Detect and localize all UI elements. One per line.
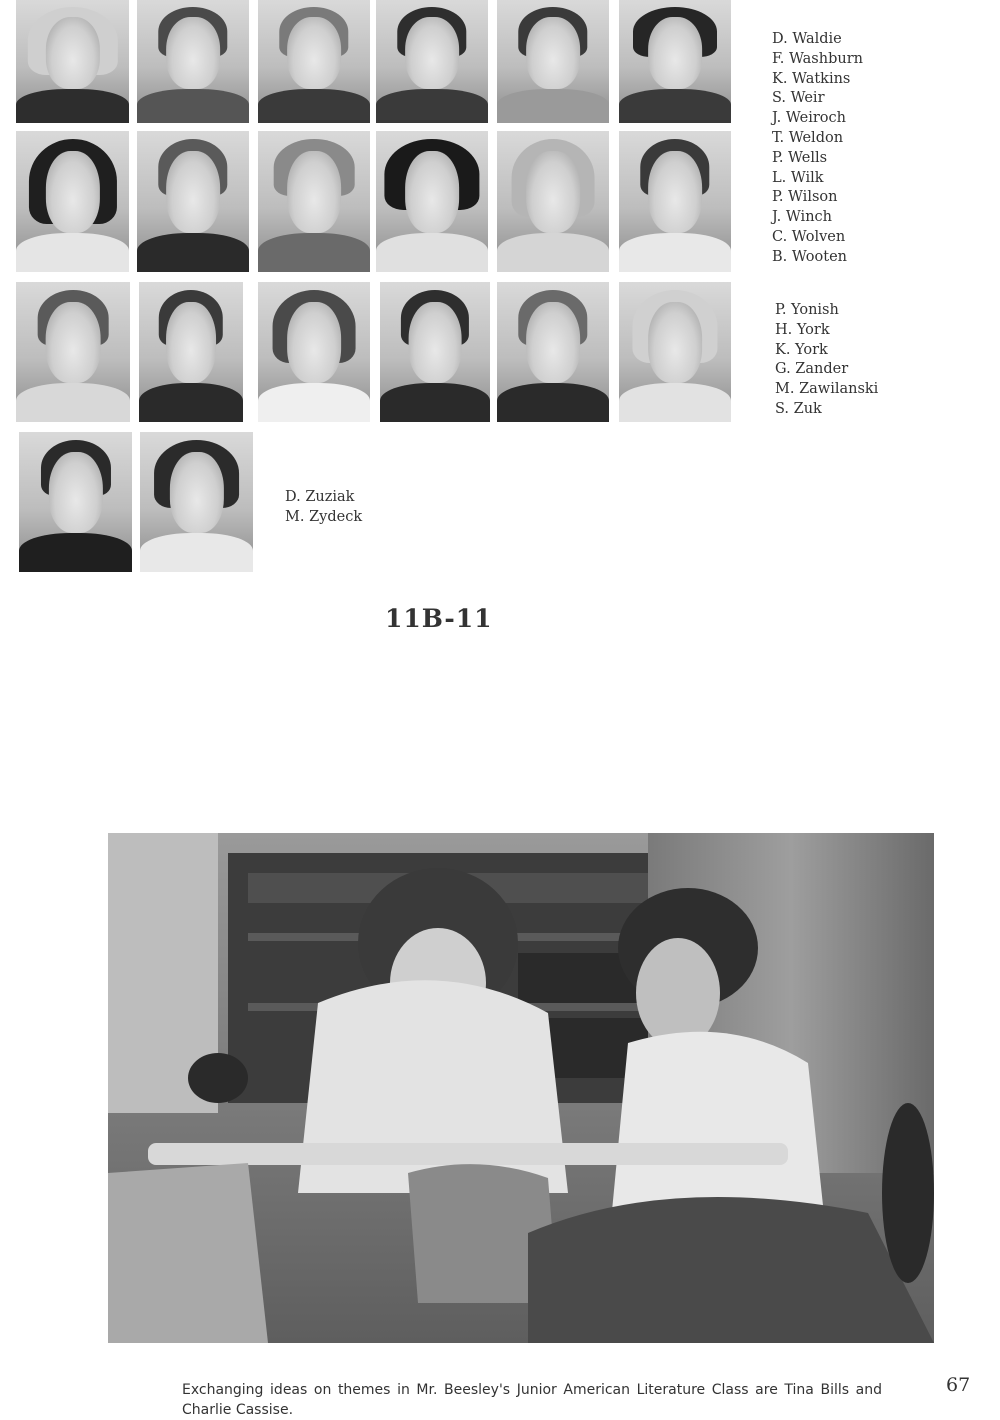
student-name: D. Waldie [772, 31, 842, 47]
student-name: G. Zander [775, 361, 849, 378]
student-portrait [16, 131, 129, 272]
student-portrait [137, 0, 249, 123]
student-name: M. Zawilanski [775, 381, 879, 398]
photo-caption: Exchanging ideas on themes in Mr. Beesley's Junior American Literature Class are Tina Bills and Charlie Cassise. [182, 1382, 882, 1418]
student-portrait [497, 131, 609, 272]
student-name: B. Wooten [772, 248, 847, 265]
student-name: K. York [775, 341, 828, 358]
classroom-photo-illustration [108, 833, 934, 1343]
student-portrait [619, 0, 731, 123]
section-heading: 11B-11 [385, 604, 493, 633]
student-name: J. Winch [772, 209, 832, 226]
student-portrait [497, 0, 609, 123]
student-name: P. Wells [772, 149, 828, 166]
student-name: L. Wilk [772, 169, 824, 186]
student-portrait [16, 0, 129, 123]
student-portrait [258, 0, 370, 123]
student-portrait [619, 131, 731, 272]
student-portrait [376, 131, 488, 272]
student-name: T. Weldon [772, 129, 844, 146]
student-name: H. York [775, 321, 830, 338]
student-portrait [139, 282, 243, 422]
name-list-group1 [772, 30, 863, 268]
student-portrait [140, 432, 253, 572]
student-name: F. Washburn [772, 50, 863, 67]
name-list-group3 [285, 488, 362, 528]
student-portrait [380, 282, 490, 422]
student-name: S. Zuk [775, 400, 822, 417]
page-number: 67 [946, 1374, 971, 1396]
student-portrait [16, 282, 130, 422]
student-name: J. Weiroch [772, 110, 846, 127]
student-portrait [19, 432, 132, 572]
name-list-group2 [775, 301, 878, 420]
student-name: P. Yonish [775, 302, 839, 318]
classroom-photo [108, 833, 934, 1343]
student-portrait [376, 0, 488, 123]
student-name: K. Watkins [772, 70, 851, 87]
student-name: C. Wolven [772, 228, 846, 245]
student-name: D. Zuziak [285, 489, 355, 505]
student-portrait [137, 131, 249, 272]
student-portrait [497, 282, 609, 422]
student-name: S. Weir [772, 90, 825, 107]
student-portrait [619, 282, 731, 422]
student-portrait [258, 282, 370, 422]
student-name: M. Zydeck [285, 508, 363, 525]
student-name: P. Wilson [772, 189, 838, 206]
student-portrait [258, 131, 370, 272]
